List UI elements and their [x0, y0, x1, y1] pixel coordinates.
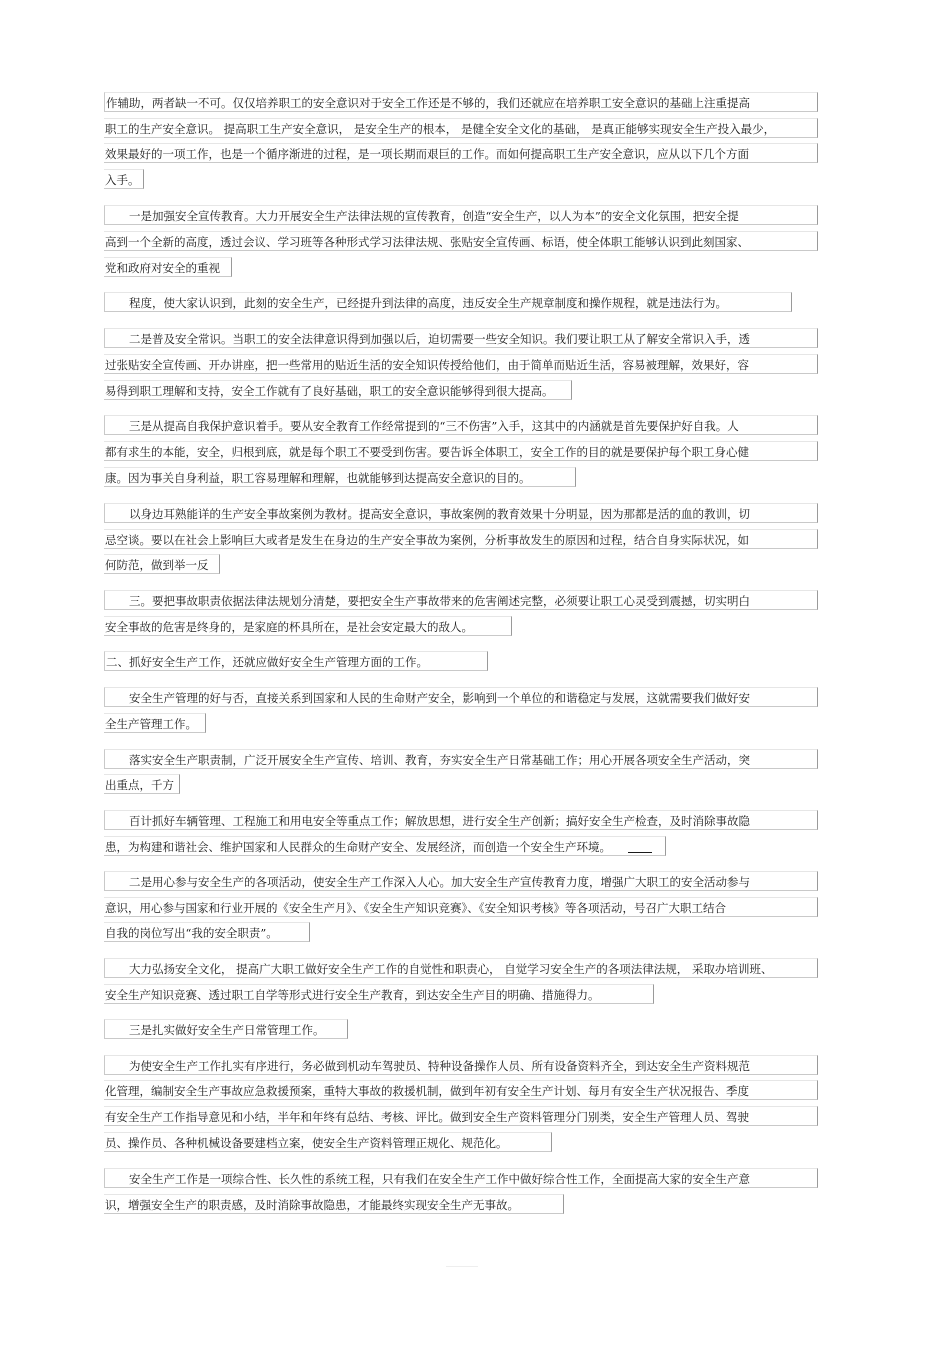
text-line: 康。因为事关自身利益，职工容易理解和理解，也就能够到达提高安全意识的目的。 [104, 467, 576, 487]
text-line: 程度，使大家认识到，此刻的安全生产，已经提升到法律的高度，违反安全生产规章制度和操作规程，就是违法行为。 [104, 292, 792, 312]
text-line: 有安全生产工作指导意见和小结，半年和年终有总结、考核、评比。做到安全生产资料管理分门别类，安全生产管理人员、驾驶 [104, 1106, 818, 1126]
text-line: 效果最好的一项工作，也是一个循序渐进的过程，是一项长期而艰巨的工作。而如何提高职工生产安全意识，应从以下几个方面 [104, 143, 818, 163]
text-line: 大力弘扬安全文化， 提高广大职工做好安全生产工作的自觉性和职责心， 自觉学习安全生产的各项法律法规， 采取办培训班、 [104, 958, 818, 978]
text-line: 安全生产知识竞赛、透过职工自学等形式进行安全生产教育，到达安全生产目的明确、措施得力。 [104, 984, 654, 1004]
text-line: 二是用心参与安全生产的各项活动，使安全生产工作深入人心。加大安全生产宣传教育力度，增强广大职工的安全活动参与 [104, 871, 818, 891]
text-line: 出重点，千方 [104, 774, 180, 794]
text-line: 安全事故的危害是终身的，是家庭的杯具所在，是社会安定最大的敌人。 [104, 616, 512, 636]
text-line: 一是加强安全宣传教育。大力开展安全生产法律法规的宣传教育，创造“安全生产，以人为本”的安全文化氛围，把安全提 [104, 205, 818, 225]
text-line: 易得到职工理解和支持，安全工作就有了良好基础，职工的安全意识能够得到很大提高。 [104, 380, 572, 400]
text-line: 百计抓好车辆管理、工程施工和用电安全等重点工作；解放思想，进行安全生产创新；搞好安全生产检查，及时消除事故隐 [104, 810, 818, 830]
footer-mark [446, 1266, 478, 1267]
text-line: 化管理，编制安全生产事故应急救援预案，重特大事故的救援机制，做到年初有安全生产计划、每月有安全生产状况报告、季度 [104, 1080, 818, 1100]
text-line: 安全生产工作是一项综合性、长久性的系统工程，只有我们在安全生产工作中做好综合性工作，全面提高大家的安全生产意 [104, 1168, 818, 1188]
text-line: 作辅助，两者缺一不可。仅仅培养职工的安全意识对于安全工作还是不够的，我们还就应在培养职工安全意识的基础上注重提高 [104, 92, 818, 112]
text-line: 员、操作员、各种机械设备要建档立案，使安全生产资料管理正规化、规范化。 [104, 1132, 552, 1152]
text-line: 落实安全生产职责制，广泛开展安全生产宣传、培训、教育，夯实安全生产日常基础工作；用心开展各项安全生产活动，突 [104, 749, 818, 769]
text-line: 高到一个全新的高度，透过会议、学习班等各种形式学习法律法规、张贴安全宣传画、标语，使全体职工能够认识到此刻国家、 [104, 231, 818, 251]
text-line: 党和政府对安全的重视 [104, 257, 232, 277]
text-line: 安全生产管理的好与否，直接关系到国家和人民的生命财产安全，影响到一个单位的和谐稳定与发展，这就需要我们做好安 [104, 687, 818, 707]
text-line: 何防范，做到举一反 [104, 554, 220, 574]
text-line: 都有求生的本能，安全，归根到底，就是每个职工不要受到伤害。要告诉全体职工，安全工作的目的就是要保护每个职工身心健 [104, 441, 818, 461]
text-line: 三。要把事故职责依据法律法规划分清楚，要把安全生产事故带来的危害阐述完整，必须要让职工心灵受到震撼，切实明白 [104, 590, 818, 610]
text-line: 二是普及安全常识。当职工的安全法律意识得到加强以后，迫切需要一些安全知识。我们要让职工从了解安全常识入手，透 [104, 328, 818, 348]
text-line: 全生产管理工作。 [104, 713, 206, 733]
text-line: 以身边耳熟能详的生产安全事故案例为教材。提高安全意识，事故案例的教育效果十分明显，因为那都是活的血的教训，切 [104, 503, 818, 523]
section-heading: 二、抓好安全生产工作，还就应做好安全生产管理方面的工作。 [104, 651, 488, 671]
text-line: 患，为构建和谐社会、维护国家和人民群众的生命财产安全、发展经济，而创造一个安全生产环境。 [104, 836, 666, 856]
text-line: 忌空谈。要以在社会上影响巨大或者是发生在身边的生产安全事故为案例，分析事故发生的原因和过程，结合自身实际状况，如 [104, 529, 818, 549]
text-line: 过张贴安全宣传画、开办讲座，把一些常用的贴近生活的安全知识传授给他们，由于简单而贴近生活，容易被理解，效果好，容 [104, 354, 818, 374]
underline-mark [628, 852, 652, 853]
text-line: 自我的岗位写出“我的安全职责”。 [104, 922, 310, 942]
text-line: 识，增强安全生产的职责感，及时消除事故隐患，才能最终实现安全生产无事故。 [104, 1194, 564, 1214]
text-line: 三是从提高自我保护意识着手。要从安全教育工作经常提到的“三不伤害”入手，这其中的内涵就是首先要保护好自我。人 [104, 415, 818, 435]
text-line: 意识，用心参与国家和行业开展的《安全生产月》、《安全生产知识竞赛》、《安全知识考核》等各项活动，号召广大职工结合 [104, 897, 818, 917]
text-line: 入手。 [104, 169, 144, 189]
text-line: 三是扎实做好安全生产日常管理工作。 [104, 1019, 348, 1039]
text-line: 为使安全生产工作扎实有序进行，务必做到机动车驾驶员、特种设备操作人员、所有设备资料齐全，到达安全生产资料规范 [104, 1055, 818, 1075]
text-line: 职工的生产安全意识。 提高职工生产安全意识， 是安全生产的根本， 是健全安全文化的基础， 是真正能够实现安全生产投入最少， [104, 118, 818, 138]
